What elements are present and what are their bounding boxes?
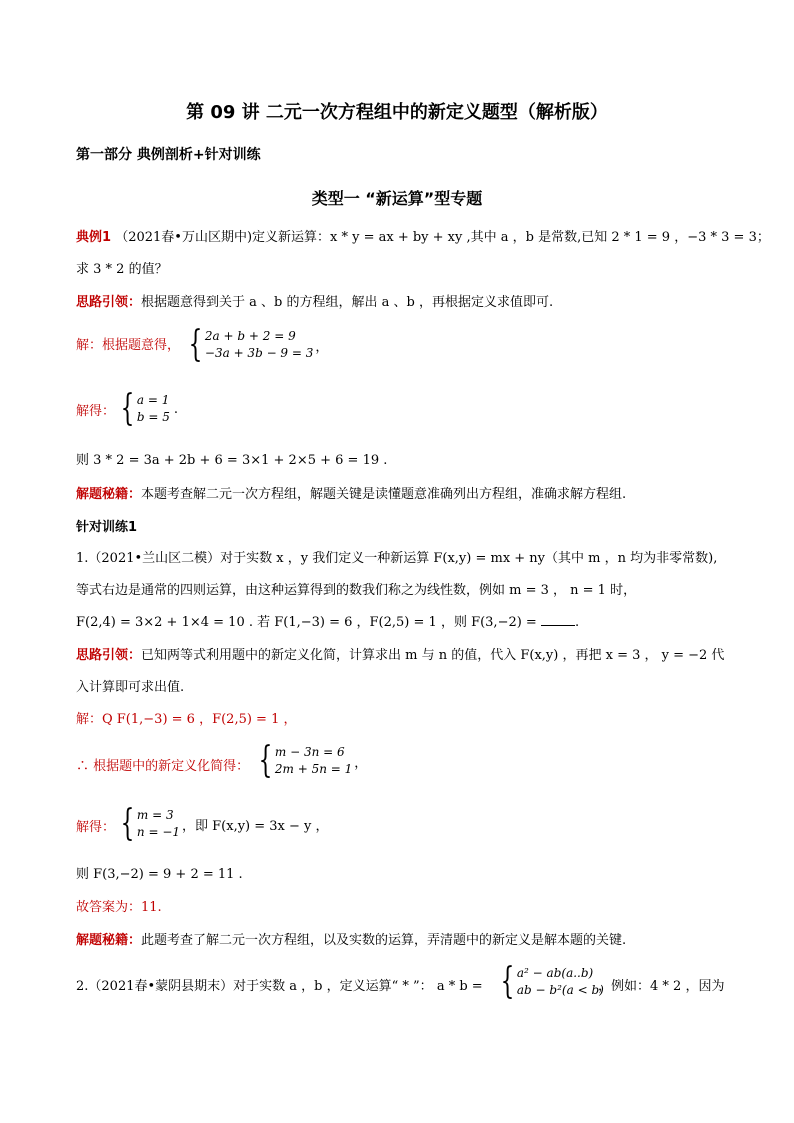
system2-tail: . [173,401,179,417]
example1-label: 典例1 [76,230,112,245]
piecewise-line1: a² − ab(a..b) [516,966,594,980]
system4-tail: ，即 F(x,y) = 3x − y ， [182,818,329,834]
piecewise-line2: ab − b²(a < b) [516,983,604,997]
system2-line2: b = 5 [136,410,170,424]
example1-question-line2: 求 3 * 2 的值？ [76,262,168,277]
brace-icon: { [120,803,135,844]
piecewise-definition [496,961,604,1002]
secret-text: 此题考查了解二元一次方程组，以及实数的运算，弄清题中的新定义是解本题的关键. [141,933,627,948]
brace-icon: { [258,740,273,781]
hint-text: 根据题意得到关于 a 、b 的方程组，解出 a 、b ，再根据定义求值即可. [141,295,554,310]
training1-result: 则 F(3,−2) = 9 + 2 = 11 . [76,867,243,882]
training1-label: 针对训练1 [76,520,138,535]
example1-hint [76,294,553,312]
example1-question-line1 [76,229,770,247]
equation-system-4 [116,803,329,844]
training1-question-line1: 1.（2021•兰山区二模）对于实数 x ，y 我们定义一种新运算 F(x,y) = mx + ny（其中 m ，n 均为非零常数), [76,551,718,566]
secret-text: 本题考查解二元一次方程组，解题关键是读懂题意准确列出方程组，准确求解方程组. [141,487,627,502]
training1-hint-line2: 入计算即可求出值. [76,680,185,695]
secret-label: 解题秘籍： [76,933,142,948]
system1-line2: −3a + 3b − 9 = 3 [204,346,314,360]
equation-system-2 [116,388,179,429]
hint-label: 思路引领： [76,295,142,310]
brace-icon: { [188,324,203,365]
question2-text-tail: ，例如：4 * 2 ，因为 [598,979,725,994]
equation-system-3 [254,740,368,781]
document-title: 第 09 讲 二元一次方程组中的新定义题型（解析版） [186,102,608,123]
example1-solution-label: 解：根据题意得， [76,338,181,353]
system3-line1: m − 3n = 6 [274,745,345,759]
hint-text: 已知两等式利用题中的新定义化简，计算求出 m 与 n 的值，代入 F(x,y) ，再把 x = 3 ， y = −2 代 [141,648,725,663]
part-title: 第一部分 典例剖析+针对训练 [76,147,261,163]
system2-line1: a = 1 [136,393,170,407]
system4-line2: n = −1 [136,825,181,839]
equation-system-1 [184,324,329,365]
example1-text1: （2021春•万山区期中)定义新运算：x * y = ax + by + xy ,其中 a ，b 是常数,已知 2 * 1 = 9 ，−3 * 3 = 3； [115,230,770,245]
example1-get-label: 解得： [76,404,116,419]
system3-line2: 2m + 5n = 1 [274,762,353,776]
training1-answer: 故答案为：11. [76,900,162,915]
training1-question-line3: F(2,4) = 3×2 + 1×4 = 10 . 若 F(1,−3) = 6 ，F(2,5) = 1 ，则 F(3,−2) = . [76,615,580,630]
secret-label: 解题秘籍： [76,487,142,502]
system1-line1: 2a + b + 2 = 9 [204,329,296,343]
answer-blank [541,613,575,626]
training1-solution: 解：Q F(1,−3) = 6 ，F(2,5) = 1 ， [76,712,297,727]
system3-tail: ， [354,755,368,771]
training1-hint-line1 [76,647,724,665]
training1-secret [76,932,626,950]
example1-result: 则 3 * 2 = 3a + 2b + 6 = 3×1 + 2×5 + 6 = 19 . [76,453,388,468]
example1-secret [76,486,626,504]
brace-icon: { [500,961,515,1002]
training1-get-label: 解得： [76,820,116,835]
system4-line1: m = 3 [136,808,174,822]
question2-text: 2.（2021春•蒙阴县期末）对于实数 a ，b ，定义运算“ * ”： a * b = [76,979,483,994]
section-title: 类型一 “新运算”型专题 [311,189,483,208]
hint-label: 思路引领： [76,648,142,663]
training1-simplify-label: ∴ 根据题中的新定义化简得： [76,759,250,774]
training1-question-line2: 等式右边是通常的四则运算，由这种运算得到的数我们称之为线性数，例如 m = 3 ， n = 1 时， [76,583,637,598]
system1-tail: ， [315,339,329,355]
brace-icon: { [120,388,135,429]
